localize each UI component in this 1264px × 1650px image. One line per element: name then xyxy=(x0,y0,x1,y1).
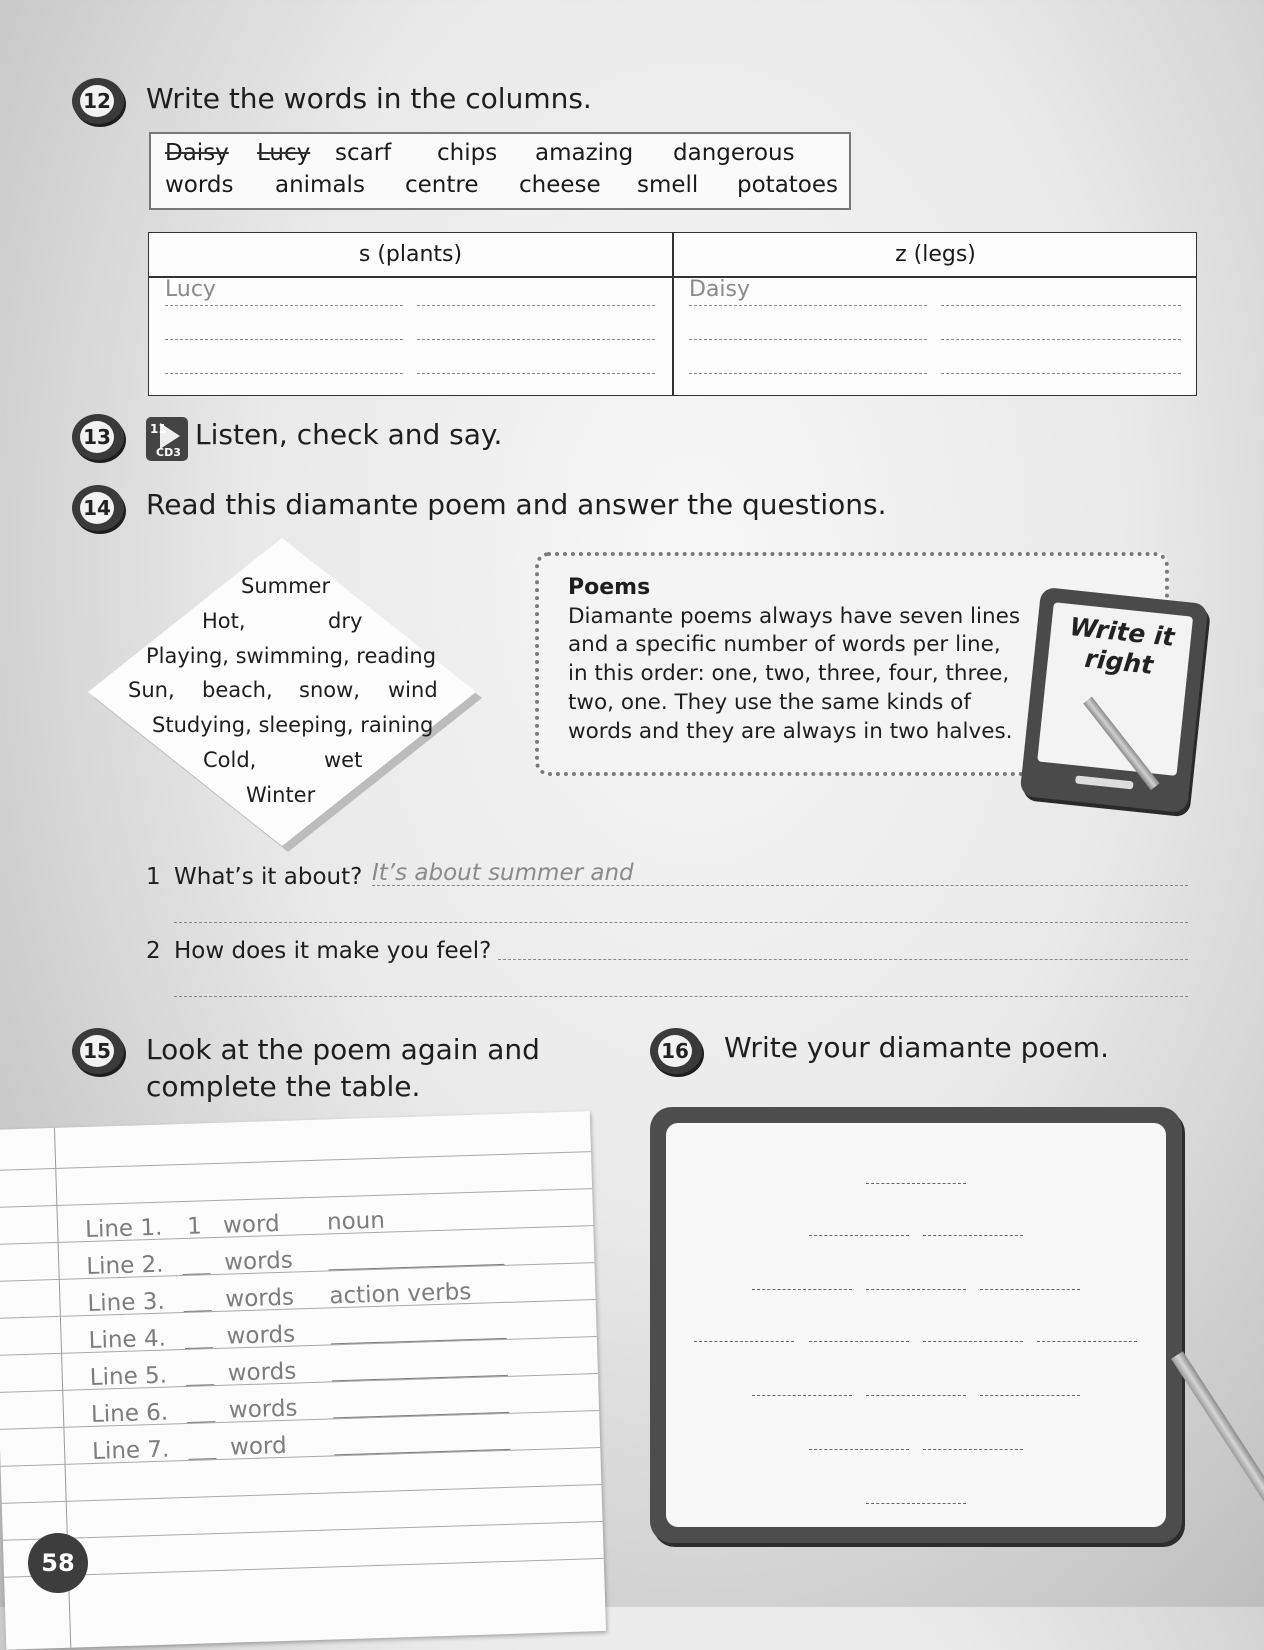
poem-line-4a: Sun, xyxy=(128,678,175,702)
poem-word-blank[interactable] xyxy=(1037,1341,1137,1342)
answer-line[interactable] xyxy=(372,885,1188,886)
word-lucy: Lucy xyxy=(257,140,311,166)
poems-tip-line: two, one. They use the same kinds of xyxy=(568,689,971,715)
poem-line-4b: beach, xyxy=(202,678,273,702)
exercise-number-badge xyxy=(72,78,124,124)
question-1-answer: It’s about summer and xyxy=(372,860,634,886)
column-z-example: Daisy xyxy=(689,277,751,302)
poem-line-2b: dry xyxy=(328,609,363,633)
poem-line-4c: snow, xyxy=(299,678,360,702)
poem-line-4d: wind xyxy=(388,678,438,702)
poem-word-blank[interactable] xyxy=(809,1341,909,1342)
answer-line[interactable] xyxy=(174,922,1188,923)
exercise-number: 14 xyxy=(80,492,114,524)
table-line-label: Line 4. xyxy=(88,1325,167,1354)
table-word-unit: words xyxy=(223,1247,294,1276)
notebook-paper xyxy=(0,1111,606,1650)
pencil-icon xyxy=(1171,1351,1264,1543)
word-type-blank[interactable] xyxy=(329,1264,505,1271)
word-words: words xyxy=(165,172,234,198)
word-animals: animals xyxy=(275,172,365,198)
paper-rule xyxy=(0,1188,592,1208)
exercise-13-title: Listen, check and say. xyxy=(195,418,503,451)
diamante-poem xyxy=(88,538,476,846)
table-line-label: Line 2. xyxy=(85,1251,164,1281)
table-line-label: Line 6. xyxy=(90,1399,169,1428)
table-word-unit: words xyxy=(228,1395,298,1424)
answer-line[interactable] xyxy=(417,339,655,340)
audio-cd-label: CD3 xyxy=(156,446,181,459)
poem-word-blank[interactable] xyxy=(752,1289,852,1290)
audio-play-icon[interactable] xyxy=(146,417,188,461)
poem-word-blank[interactable] xyxy=(980,1289,1080,1290)
poems-tip-line: words and they are always in two halves. xyxy=(568,718,1013,744)
poem-line-2a: Hot, xyxy=(202,609,246,633)
paper-rule xyxy=(4,1558,604,1578)
word-potatoes: potatoes xyxy=(737,172,839,198)
exercise-15-title-line-2: complete the table. xyxy=(146,1070,421,1103)
paper-rule xyxy=(0,1410,599,1430)
answer-line[interactable] xyxy=(417,305,655,306)
word-smell: smell xyxy=(637,172,699,198)
page-number: 58 xyxy=(28,1533,88,1593)
paper-rule xyxy=(3,1521,603,1541)
answer-line[interactable] xyxy=(498,959,1188,960)
column-header-s: s (plants) xyxy=(358,242,463,267)
poem-word-blank[interactable] xyxy=(809,1235,909,1236)
poem-word-blank[interactable] xyxy=(809,1449,909,1450)
poem-line-5: Studying, sleeping, raining xyxy=(152,713,434,737)
exercise-14-title: Read this diamante poem and answer the questions. xyxy=(146,488,887,521)
poem-word-blank[interactable] xyxy=(866,1183,966,1184)
exercise-number-badge xyxy=(72,414,124,460)
poem-word-blank[interactable] xyxy=(980,1395,1080,1396)
poem-line-1: Summer xyxy=(241,574,331,598)
answer-line[interactable] xyxy=(165,305,403,306)
answer-line[interactable] xyxy=(165,373,403,374)
answer-line[interactable] xyxy=(417,373,655,374)
column-header-z: z (legs) xyxy=(895,242,976,267)
column-divider xyxy=(672,233,674,395)
word-type-blank[interactable] xyxy=(334,1449,510,1456)
word-centre: centre xyxy=(405,172,479,198)
answer-line[interactable] xyxy=(689,305,927,306)
tablet-label-line-2: right xyxy=(1083,643,1155,680)
answer-line[interactable] xyxy=(689,373,927,374)
word-daisy: Daisy xyxy=(165,140,229,166)
exercise-16-title: Write your diamante poem. xyxy=(724,1031,1109,1064)
column-s-example: Lucy xyxy=(165,277,216,302)
poem-line-3: Playing, swimming, reading xyxy=(146,644,437,668)
word-type-blank[interactable] xyxy=(332,1375,508,1382)
question-2-text: How does it make you feel? xyxy=(174,938,492,964)
table-word-unit: words xyxy=(227,1358,297,1387)
word-dangerous: dangerous xyxy=(673,140,795,166)
table-word-type: noun xyxy=(326,1207,386,1236)
word-amazing: amazing xyxy=(535,140,634,166)
poems-tip-line: in this order: one, two, three, four, three, xyxy=(568,661,1010,687)
table-word-type: action verbs xyxy=(328,1278,472,1310)
exercise-number: 15 xyxy=(80,1035,114,1067)
exercise-15-title xyxy=(146,1031,540,1105)
poems-tip-text xyxy=(568,574,1028,746)
poem-word-blank[interactable] xyxy=(923,1341,1023,1342)
answer-line[interactable] xyxy=(165,339,403,340)
word-type-blank[interactable] xyxy=(333,1412,509,1419)
exercise-12-title: Write the words in the columns. xyxy=(146,82,592,115)
table-word-unit: word xyxy=(229,1432,288,1461)
tablet-label-line-1: Write it xyxy=(1068,612,1176,652)
word-scarf: scarf xyxy=(335,140,392,166)
poem-word-blank[interactable] xyxy=(866,1395,966,1396)
exercise-number-badge xyxy=(650,1028,702,1074)
answer-line[interactable] xyxy=(174,996,1188,997)
poems-tip-title: Poems xyxy=(568,575,651,600)
table-word-unit: words xyxy=(225,1284,295,1313)
exercise-number-badge xyxy=(72,1028,124,1074)
answer-line[interactable] xyxy=(941,305,1181,306)
exercise-number: 13 xyxy=(80,421,114,453)
poem-word-blank[interactable] xyxy=(923,1235,1023,1236)
poem-word-blank[interactable] xyxy=(923,1449,1023,1450)
question-2-number: 2 xyxy=(146,938,161,964)
table-line-label: Line 5. xyxy=(89,1362,168,1391)
exercise-number: 12 xyxy=(80,85,114,117)
audio-track-number: 11 xyxy=(150,422,167,436)
poem-line-6a: Cold, xyxy=(203,748,257,772)
write-it-right-tablet-icon xyxy=(1019,587,1208,813)
table-word-count: 1 xyxy=(186,1213,203,1240)
answer-line[interactable] xyxy=(689,339,927,340)
table-line-label: Line 1. xyxy=(84,1214,163,1244)
question-1-number: 1 xyxy=(146,864,161,890)
answer-line[interactable] xyxy=(941,339,1181,340)
paper-rule xyxy=(2,1484,602,1504)
exercise-number: 16 xyxy=(658,1035,692,1067)
table-word-unit: word xyxy=(222,1210,281,1239)
word-type-blank[interactable] xyxy=(331,1338,507,1345)
paper-rule xyxy=(1,1447,601,1467)
word-chips: chips xyxy=(437,140,498,166)
poems-tip-line: Diamante poems always have seven lines xyxy=(568,603,1021,629)
exercise-15-title-line-1: Look at the poem again and xyxy=(146,1033,540,1066)
header-divider xyxy=(149,276,1196,278)
table-line-label: Line 3. xyxy=(87,1288,166,1318)
poem-writing-frame xyxy=(650,1107,1182,1543)
poem-word-blank[interactable] xyxy=(752,1395,852,1396)
paper-rule xyxy=(0,1151,591,1171)
poem-word-blank[interactable] xyxy=(866,1289,966,1290)
sound-columns-table xyxy=(148,232,1197,396)
question-1-text: What’s it about? xyxy=(174,864,363,890)
poem-word-blank[interactable] xyxy=(866,1503,966,1504)
answer-line[interactable] xyxy=(941,373,1181,374)
table-word-unit: words xyxy=(226,1321,296,1350)
poems-tip-line: and a specific number of words per line, xyxy=(568,632,1001,658)
word-cheese: cheese xyxy=(519,172,601,198)
poem-word-blank[interactable] xyxy=(694,1341,794,1342)
table-line-label: Line 7. xyxy=(91,1436,170,1465)
exercise-number-badge xyxy=(72,485,124,531)
poem-line-6b: wet xyxy=(324,748,363,772)
poem-writing-area xyxy=(666,1123,1166,1527)
tablet-home-button xyxy=(1075,775,1134,789)
word-bank xyxy=(149,132,851,210)
poem-line-7: Winter xyxy=(246,783,316,807)
